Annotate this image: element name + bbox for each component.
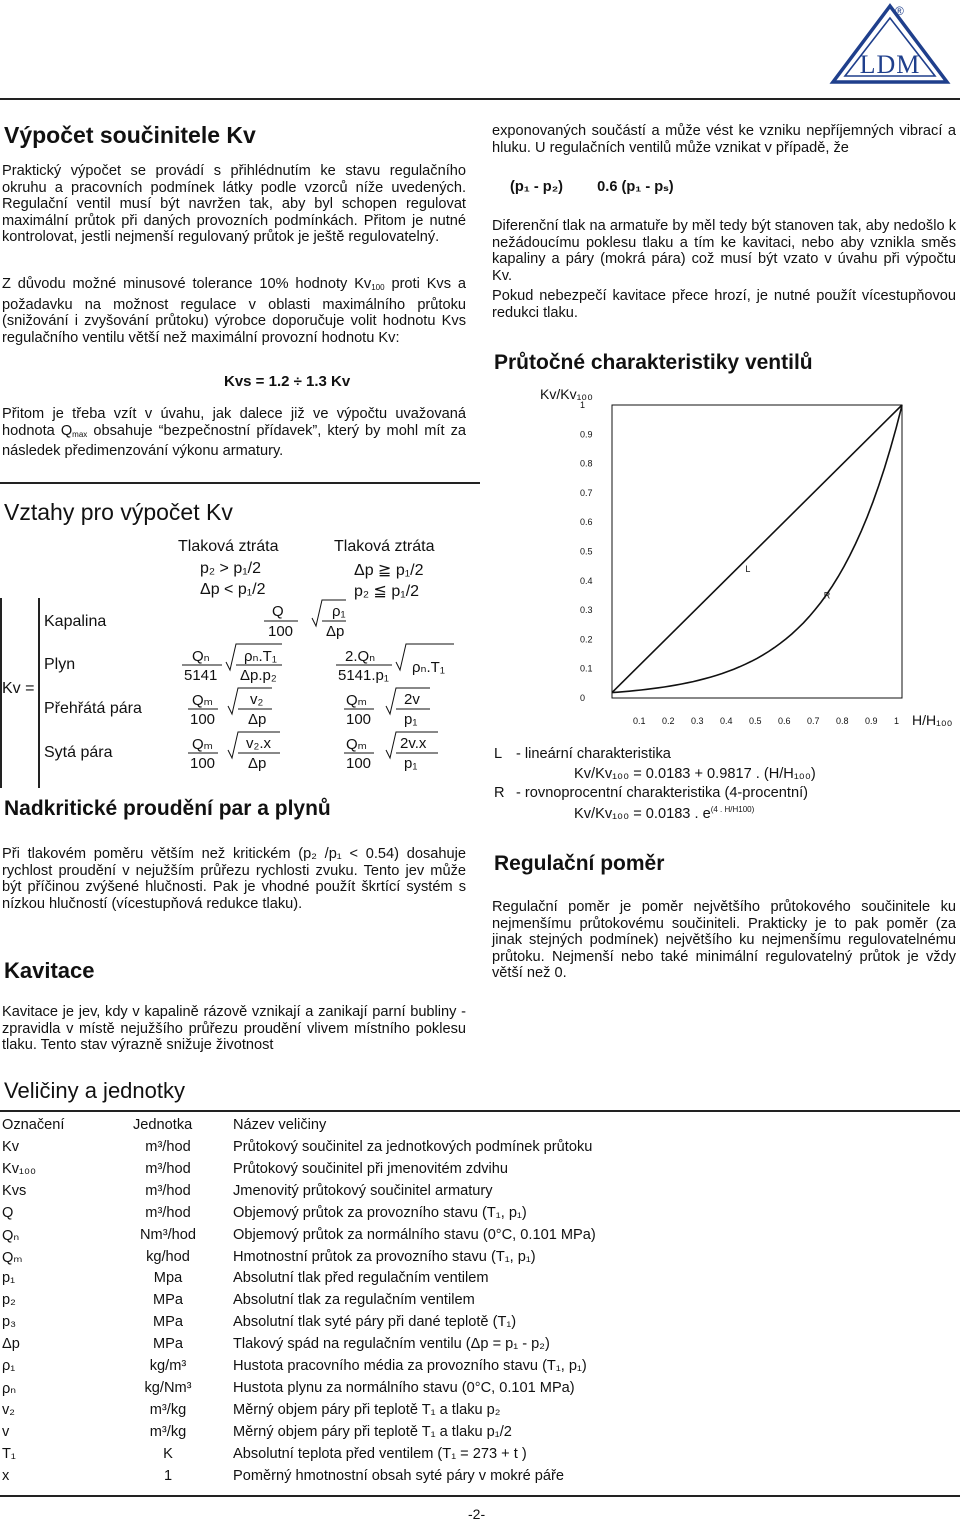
units-cell-symbol: Kv [2, 1139, 20, 1155]
legend-l-desc: - lineární charakteristika [516, 746, 671, 762]
units-top-rule [0, 1110, 960, 1112]
plyn2-a-num: 2.Qₙ [345, 648, 376, 665]
heading-units: Veličiny a jednotky [4, 1078, 185, 1103]
y-tick-label: 0.1 [580, 663, 593, 674]
formula-kvs: Kvs = 1.2 ÷ 1.3 Kv [224, 373, 351, 390]
table-row [0, 1227, 960, 1247]
units-cell-unit: K [163, 1445, 173, 1462]
units-cell-symbol: p₁ [2, 1270, 16, 1287]
units-cell-unit: m³/hod [145, 1160, 191, 1177]
paragraph-cavitation-cont: exponovaných součástí a může vést ke vzniku nepříjemných vibrací a hluku. U regulačních ventilů může vznikat v případě, že [492, 123, 956, 156]
sp2-b-num: 2v.x [400, 735, 427, 752]
col1-header: Tlaková ztráta [178, 538, 279, 555]
paragraph-cavitation: Kavitace je jev, kdy v kapalině rázově vznikají a zanikají parní bubliny - zpravidla v místě nejužšího průřezu proudění vlivem místního poklesu tlaku. Tento stav výrazně snižuje životnost [2, 1004, 466, 1054]
pp1-b-num: v₂ [250, 691, 264, 708]
pp2-b-den: p₁ [404, 711, 418, 728]
page-number: -2- [468, 1506, 486, 1522]
row-prehrata-para: Přehřátá pára [44, 700, 142, 717]
pp1-b-den: Δp [248, 711, 267, 728]
plyn2-b: ρₙ.T₁ [412, 659, 445, 676]
x-tick-label: 0.5 [749, 716, 762, 726]
paragraph-supercritical: Při tlakovém poměru větším než kritickém (p₂ /p₁ < 0.54) dosahuje rychlost proudění v nejužším průřezu rychlosti zvuku. Tento jev může být příčinou zvýšené hlučnosti. Pak je vhodné použít škrtící systém s nízkou hlučností (vícestupňová redukce tlaku). [2, 846, 466, 912]
units-cell-name: Absolutní teplota před ventilem (T₁ = 273 + t ) [233, 1445, 527, 1462]
logo [825, 2, 955, 84]
units-cell-unit: m³/hod [145, 1139, 191, 1155]
row-plyn: Plyn [44, 656, 76, 673]
paragraph-diff-pressure: Diferenční tlak na armatuře by měl tedy být stanoven tak, aby nedošlo k nežádoucímu poklesu tlaku a tím ke kavitaci, nebo aby vznikla směs kapaliny a páry (mokrá pára) což musí být vzato v úvahu při výpočtu Kv. [492, 218, 956, 284]
plyn2-a-den: 5141.p₁ [338, 667, 389, 684]
units-cell-symbol: p₃ [2, 1314, 17, 1331]
units-cell-symbol: Kv₁₀₀ [2, 1160, 37, 1177]
chart-xlabel: H/H₁₀₀ [912, 712, 953, 728]
plyn1-a-num: Qₙ [192, 648, 210, 665]
units-header-unit: Jednotka [133, 1117, 193, 1133]
kap-a-num: Q [272, 603, 284, 620]
units-cell-unit: m³/hod [145, 1204, 191, 1221]
units-cell-name: Průtokový součinitel za jednotkových podmínek průtoku [233, 1139, 593, 1155]
logo-registered-mark: ® [895, 4, 904, 18]
series-line-l [612, 405, 902, 693]
plyn1-b-num: ρₙ.T₁ [244, 648, 277, 665]
top-rule [0, 98, 960, 100]
legend-equal-percent [494, 785, 954, 801]
units-cell-unit: Mpa [153, 1270, 183, 1287]
sp1-a-den: 100 [190, 755, 216, 772]
heading-flow-characteristics: Průtočné charakteristiky ventilů [494, 351, 813, 374]
units-cell-unit: kg/Nm³ [144, 1379, 192, 1396]
table-row [0, 1446, 960, 1466]
x-tick-label: 0.4 [720, 716, 733, 726]
units-cell-unit: m³/kg [149, 1423, 187, 1440]
pp1-a-den: 100 [190, 711, 216, 728]
pp2-a-num: Qₘ [346, 692, 368, 709]
chart-ylabel: Kv/Kv₁₀₀ [540, 386, 593, 402]
units-header-name: Název veličiny [233, 1117, 327, 1133]
heading-cavitation: Kavitace [4, 958, 95, 983]
logo-text: LDM [859, 50, 921, 79]
paragraph-kv-qmax: Přitom je třeba vzít v úvahu, jak dalece již ve výpočtu uvažovaná hodnota $Q_{max}$ obsahuje “bezpečnostní přídavek”, který by mohl mít za následek předimenzování výkonu armatury. [2, 406, 466, 460]
sp2-a-num: Qₘ [346, 736, 368, 753]
bottom-rule [0, 1495, 960, 1497]
units-cell-name: Měrný objem páry při teplotě T₁ a tlaku p₂ [233, 1401, 501, 1418]
col2-cond1: Δp ≧ p₁/2 [354, 562, 424, 579]
sp2-b-den: p₁ [404, 755, 418, 772]
units-cell-name: Tlakový spád na regulačním ventilu (Δp = p₁ - p₂) [233, 1336, 550, 1353]
x-tick-label: 1 [894, 716, 900, 726]
sp1-a-num: Qₘ [192, 736, 214, 753]
kv-label: Kv = [2, 680, 35, 697]
units-cell-symbol: v₂ [2, 1401, 15, 1418]
x-tick-label: 0.1 [633, 716, 646, 726]
col2-header: Tlaková ztráta [334, 538, 435, 555]
series-label-l: L [745, 564, 751, 575]
units-cell-name: Hmotnostní průtok za provozního stavu (T₁, p₁) [233, 1248, 536, 1265]
legend-r-formula: Kv/Kv₁₀₀ = 0.0183 . $e^{(4 . H/H100)}$ [574, 805, 755, 822]
units-cell-unit: kg/hod [146, 1248, 190, 1265]
units-cell-name: Měrný objem páry při teplotě T₁ a tlaku p₁/2 [233, 1423, 512, 1440]
units-cell-name: Hustota pracovního média za provozního stavu (T₁, p₁) [233, 1358, 587, 1374]
units-header-symbol: Označení [2, 1117, 65, 1133]
y-tick-label: 0.5 [580, 546, 593, 557]
paragraph-kv-intro: Praktický výpočet se provádí s přihlédnutím ke stavu regulačního okruhu a pracovních podmínek látky podle vzorců níže uvedených. Regulační ventil musí být navržen tak, aby byl schopen regulovat maximální průtok při daných provozních podmínkách. Přitom je nutné kontrolovat, jestli nejmenší regulovaný průtok je ještě regulovatelný. [2, 163, 466, 246]
y-tick-label: 0.6 [580, 517, 593, 528]
row-kapalina: Kapalina [44, 613, 107, 630]
y-tick-label: 0 [580, 693, 586, 703]
legend-r-key: R [494, 785, 505, 801]
units-cell-name: Jmenovitý průtokový součinitel armatury [233, 1182, 493, 1199]
table-row [0, 1380, 960, 1400]
table-row [0, 1314, 960, 1334]
legend-linear [494, 746, 954, 762]
table-row [0, 1424, 960, 1444]
x-tick-label: 0.8 [836, 716, 849, 726]
units-cell-symbol: Δp [2, 1336, 20, 1353]
units-cell-unit: Nm³/hod [140, 1226, 196, 1243]
y-tick-label: 1 [580, 400, 586, 410]
units-cell-symbol: T₁ [2, 1445, 16, 1462]
table-row [0, 1270, 960, 1290]
sp1-b-den: Δp [248, 755, 267, 772]
chart-plot [530, 380, 960, 740]
heading-supercritical: Nadkritické proudění par a plynů [4, 797, 331, 820]
y-tick-label: 0.3 [580, 605, 593, 616]
x-tick-label: 0.7 [807, 716, 820, 726]
units-cell-symbol: Kvs [2, 1182, 27, 1199]
pp1-a-num: Qₘ [192, 692, 214, 709]
units-cell-unit: MPa [152, 1336, 183, 1353]
sp1-b-num: v₂.x [246, 735, 271, 752]
heading-kv-calc: Výpočet součinitele Kv [4, 122, 256, 148]
units-cell-symbol: ρ₁ [2, 1358, 16, 1374]
formula-lines [0, 530, 480, 780]
units-cell-unit: MPa [152, 1314, 183, 1331]
flow-chart [530, 380, 960, 740]
pp2-a-den: 100 [346, 711, 372, 728]
heading-kv-relations: Vztahy pro výpočet Kv [4, 499, 233, 525]
table-row [0, 1161, 960, 1181]
units-cell-name: Absolutní tlak syté páry při dané teplotě (T₁) [233, 1314, 517, 1331]
units-cell-name: Průtokový součinitel při jmenovitém zdvihu [233, 1160, 508, 1177]
sp2-a-den: 100 [346, 755, 372, 772]
table-row [0, 1336, 960, 1356]
legend-l-key: L [494, 746, 503, 762]
units-cell-symbol: Qₘ [2, 1249, 23, 1266]
plyn1-b-den: Δp.p₂ [240, 667, 277, 684]
table-row [0, 1249, 960, 1269]
units-cell-unit: m³/hod [145, 1182, 191, 1199]
units-cell-unit: 1 [163, 1467, 173, 1484]
legend-r-desc: - rovnoprocentní charakteristika (4-procentní) [516, 785, 809, 801]
x-tick-label: 0.9 [865, 716, 878, 726]
col1-cond2: Δp < p₁/2 [200, 581, 266, 598]
units-table [0, 1117, 960, 1497]
x-tick-label: 0.3 [691, 716, 704, 726]
kap-b-den: Δp [326, 623, 345, 640]
plyn1-a-den: 5141 [184, 667, 218, 684]
y-tick-label: 0.8 [580, 458, 593, 469]
y-tick-label: 0.2 [580, 634, 593, 645]
units-cell-name: Poměrný hmotnostní obsah syté páry v mokré páře [233, 1467, 564, 1484]
units-cell-symbol: Qₙ [2, 1227, 20, 1244]
units-cell-name: Hustota plynu za normálního stavu (0°C, 0.101 MPa) [233, 1379, 575, 1396]
units-cell-symbol: Q [2, 1204, 14, 1221]
y-tick-label: 0.7 [580, 487, 593, 498]
table-row [0, 1468, 960, 1488]
x-tick-label: 0.2 [662, 716, 675, 726]
table-row [0, 1205, 960, 1225]
cavitation-condition [510, 178, 674, 195]
pp2-b-num: 2v [404, 691, 420, 708]
paragraph-kv-tolerance: Z důvodu možné minusové tolerance 10% hodnoty $Kv_{100}$ proti Kvs a požadavku na možnost regulace v oblasti maximálního průtoku (snižování i zvyšování průtoku) výrobce doporučuje volit hodnotu Kvs regulačního ventilu větší než maximální provozní hodnotu Kv: [2, 276, 466, 346]
table-row [0, 1183, 960, 1203]
cavitation-condition-left: (p₁ - p₂) [510, 179, 564, 195]
units-cell-unit: m³/kg [149, 1401, 187, 1418]
units-cell-symbol: x [2, 1467, 10, 1484]
table-row [0, 1292, 960, 1312]
row-syta-para: Sytá pára [44, 744, 113, 761]
table-row [0, 1139, 960, 1159]
table-row [0, 1358, 960, 1378]
formula-table [0, 530, 480, 780]
kap-a-den: 100 [268, 623, 294, 640]
units-cell-name: Absolutní tlak za regulačním ventilem [233, 1292, 475, 1309]
units-cell-unit: MPa [152, 1292, 183, 1309]
cavitation-condition-right: 0.6 (p₁ - pₛ) [597, 179, 674, 195]
y-tick-label: 0.4 [580, 575, 593, 586]
units-cell-symbol: v [2, 1423, 10, 1440]
col2-cond2: p₂ ≦ p₁/2 [354, 583, 420, 600]
legend-l-formula: Kv/Kv₁₀₀ = 0.0183 + 0.9817 . (H/H₁₀₀) [574, 766, 816, 782]
series-label-r: R [823, 590, 831, 601]
mid-rule [0, 482, 480, 484]
units-cell-symbol: p₂ [2, 1292, 16, 1309]
units-cell-name: Absolutní tlak před regulačním ventilem [233, 1270, 489, 1287]
heading-control-ratio: Regulační poměr [494, 852, 665, 875]
units-cell-name: Objemový průtok za provozního stavu (T₁, p₁) [233, 1204, 527, 1221]
col1-cond1: p₂ > p₁/2 [200, 560, 261, 577]
table-row [0, 1402, 960, 1422]
paragraph-control-ratio: Regulační poměr je poměr největšího průtokového součinitele ku nejmenšímu průtokovému součiniteli. Prakticky je to pak poměr (za jinak stejných podmínek) největšího ku nejmenšímu regulovatelnému průtoku. Nejmenší nebo také minimální regulovatelný průtok je vždy větší než 0. [492, 899, 956, 982]
paragraph-multistage: Pokud nebezpečí kavitace přece hrozí, je nutné použít vícestupňovou redukci tlaku. [492, 288, 956, 321]
units-cell-name: Objemový průtok za normálního stavu (0°C, 0.101 MPa) [233, 1226, 596, 1243]
units-header-row [0, 1117, 960, 1137]
units-cell-symbol: ρₙ [2, 1380, 17, 1397]
units-cell-unit: kg/m³ [149, 1358, 187, 1374]
x-tick-label: 0.6 [778, 716, 791, 726]
kap-b-num: ρ₁ [332, 603, 346, 620]
y-tick-label: 0.9 [580, 429, 593, 440]
